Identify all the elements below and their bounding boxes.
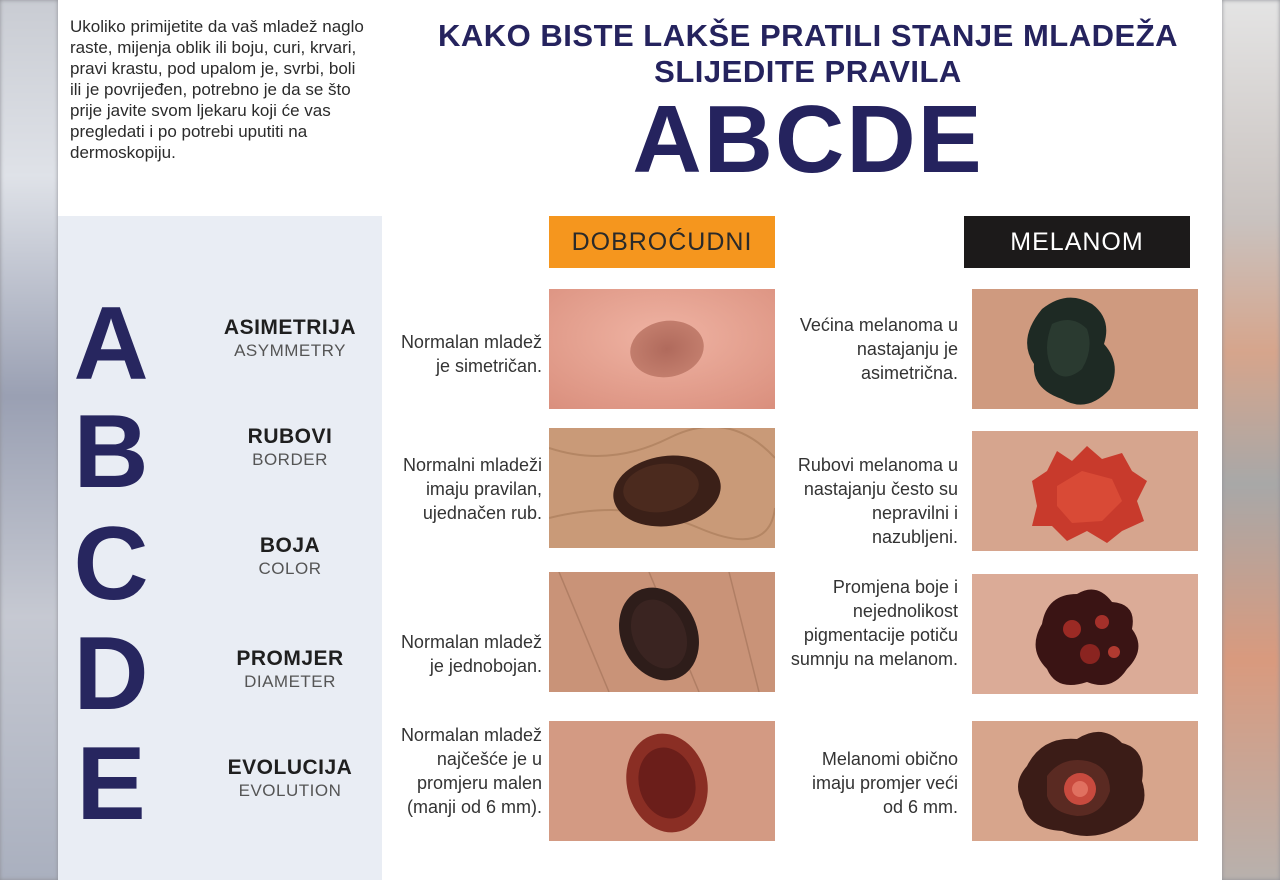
letter-c: C: [73, 506, 149, 622]
blurred-background-left: [0, 0, 58, 880]
criterion-label: EVOLUCIJA: [227, 756, 353, 779]
headline-abcde: ABCDE: [632, 86, 984, 193]
letter-e: E: [76, 726, 146, 842]
melanoma-desc-diameter: Melanomi obično imaju promjer veći od 6 mm.: [811, 749, 958, 817]
melanoma-desc-asymmetry: Većina melanoma u nastajanju je asimetrična.: [799, 315, 958, 383]
melanoma-asymmetry-photo: [972, 289, 1198, 409]
blurred-background-right: [1222, 0, 1280, 880]
infographic-card: [58, 0, 1222, 880]
criterion-diameter: [198, 647, 382, 692]
intro-paragraph: Ukoliko primijetite da vaš mladež naglo raste, mijenja oblik ili boju, curi, krvari, pravi krastu, pod upalom je, svrbi, boli ili je povrijeđen, potrebno je da se što prije javite svom ljekaru koji će vas pregledati i po potrebi uputiti na dermoskopiju.: [70, 17, 364, 162]
benign-mole-color-photo: [549, 572, 775, 692]
melanoma-color-photo: [972, 574, 1198, 694]
benign-desc-asymmetry: Normalan mladež je simetričan.: [400, 332, 542, 376]
benign-desc-border: Normalni mladeži imaju pravilan, ujednačen rub.: [402, 455, 542, 523]
melanoma-diameter-photo: [972, 721, 1198, 841]
headline-line-2: SLIJEDITE PRAVILA: [654, 54, 962, 89]
column-header-melanoma: MELANOM: [964, 216, 1190, 268]
letter-d: D: [73, 616, 149, 732]
benign-mole-border-photo: [549, 428, 775, 548]
melanoma-desc-color: Promjena boje i nejednolikost pigmentacije potiču sumnju na melanom.: [790, 577, 958, 669]
criterion-label-en: ASYMMETRY: [234, 341, 346, 360]
criterion-label-en: EVOLUTION: [238, 781, 342, 800]
criteria-panel: [58, 216, 382, 880]
letter-b: B: [73, 394, 149, 510]
criterion-label: BOJA: [259, 534, 321, 557]
criterion-label-en: BORDER: [252, 450, 328, 469]
criterion-evolution: [198, 756, 382, 801]
benign-desc-diameter: Normalan mladež najčešće je u promjeru malen (manji od 6 mm).: [400, 725, 542, 817]
criterion-border: [198, 425, 382, 470]
headline-line-1: KAKO BISTE LAKŠE PRATILI STANJE MLADEŽA: [438, 18, 1178, 53]
column-header-benign: DOBROĆUDNI: [549, 216, 775, 268]
criterion-label-en: COLOR: [258, 559, 322, 578]
criterion-color: [198, 534, 382, 579]
criterion-label: RUBOVI: [247, 425, 333, 448]
criterion-label-en: DIAMETER: [244, 672, 336, 691]
criterion-label: ASIMETRIJA: [223, 316, 357, 339]
headline: [398, 18, 1218, 193]
criterion-asymmetry: [198, 316, 382, 361]
melanoma-desc-border: Rubovi melanoma u nastajanju često su nepravilni i nazubljeni.: [797, 455, 958, 547]
letter-a: A: [73, 286, 149, 402]
melanoma-border-photo: [972, 431, 1198, 551]
benign-mole-asymmetry-photo: [549, 289, 775, 409]
benign-mole-diameter-photo: [549, 721, 775, 841]
benign-desc-color: Normalan mladež je jednobojan.: [400, 632, 542, 676]
criterion-label: PROMJER: [236, 647, 344, 670]
